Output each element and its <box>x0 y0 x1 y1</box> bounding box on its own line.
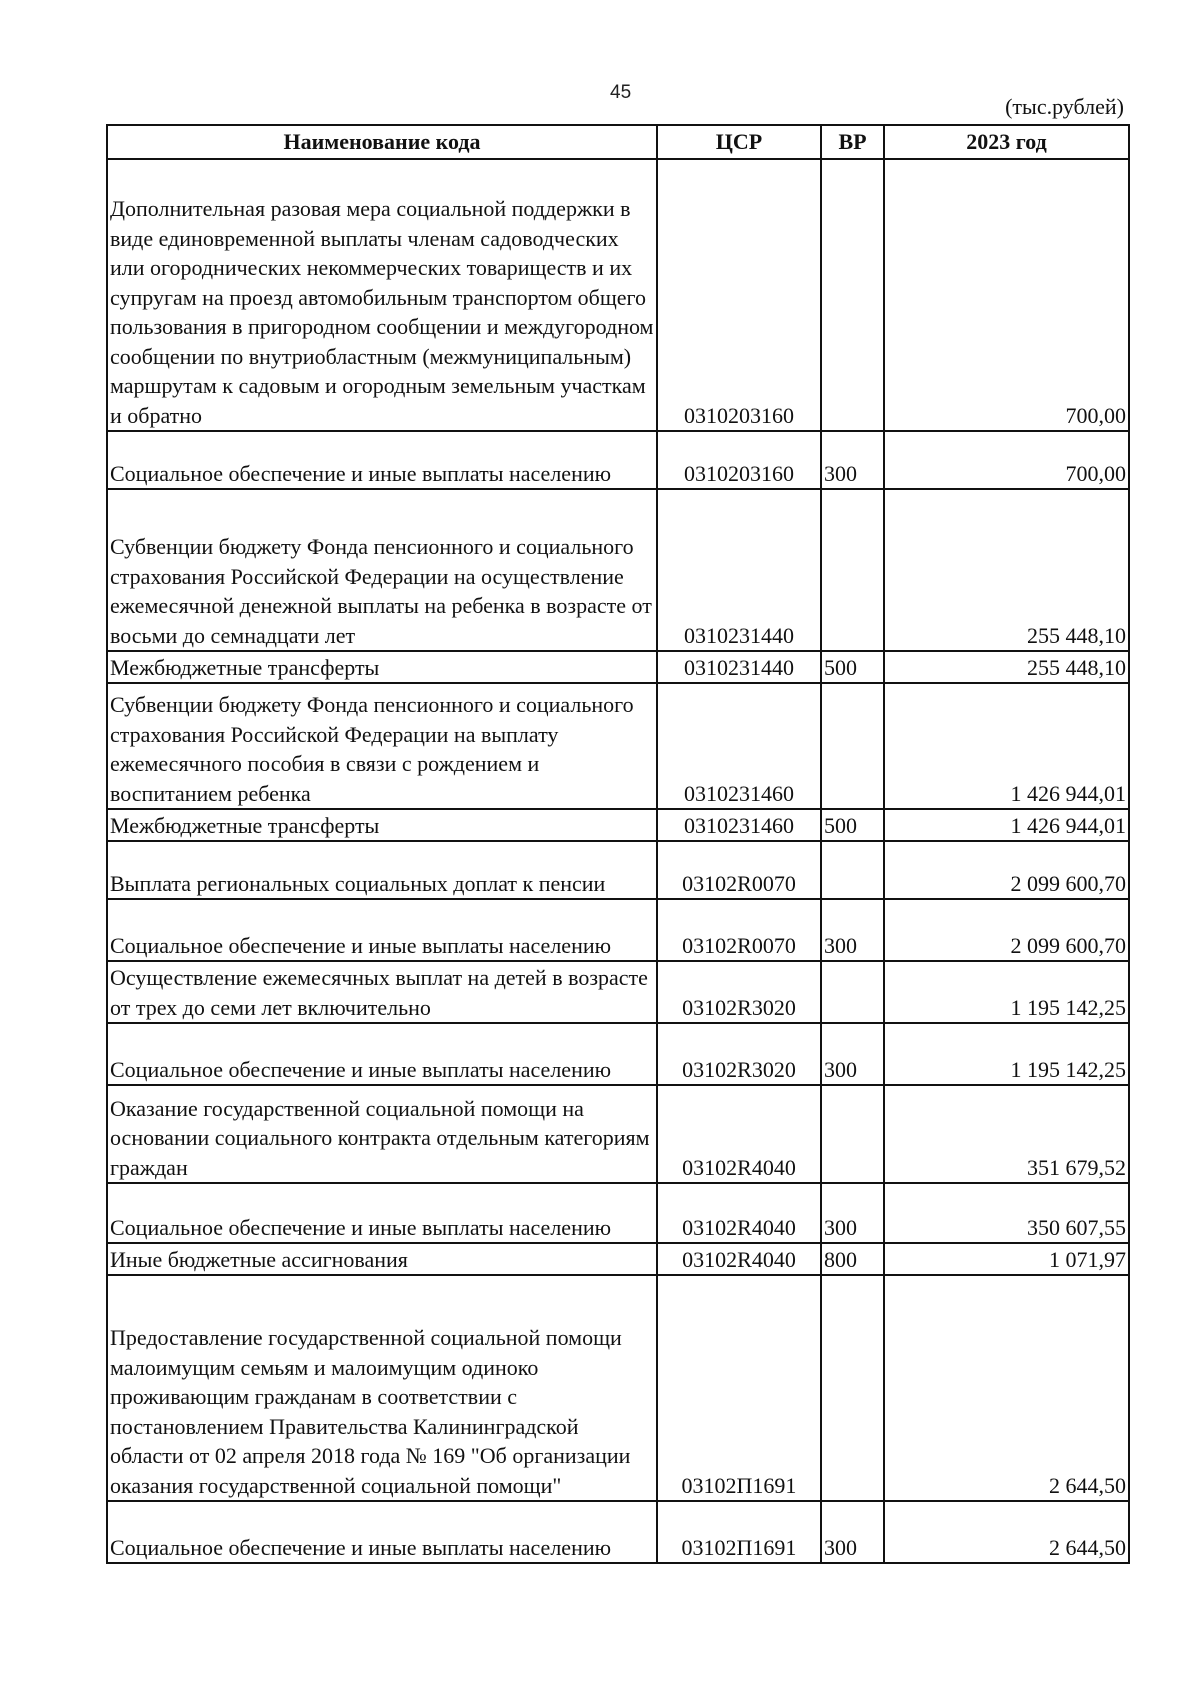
row-csr: 03102R3020 <box>657 961 821 1023</box>
header-csr: ЦСР <box>657 125 821 159</box>
row-vr: 300 <box>821 1183 884 1243</box>
row-vr <box>821 159 884 431</box>
row-sum: 2 099 600,70 <box>884 841 1129 899</box>
table-row <box>107 489 1129 651</box>
table-row <box>107 809 1129 841</box>
page-number: 45 <box>610 82 632 103</box>
table-row <box>107 1085 1129 1183</box>
table-row <box>107 651 1129 683</box>
row-vr: 300 <box>821 899 884 961</box>
row-vr <box>821 683 884 809</box>
row-sum: 1 195 142,25 <box>884 961 1129 1023</box>
row-csr: 03102R4040 <box>657 1085 821 1183</box>
row-sum: 350 607,55 <box>884 1183 1129 1243</box>
row-sum: 1 195 142,25 <box>884 1023 1129 1085</box>
row-name: Иные бюджетные ассигнования <box>107 1243 657 1275</box>
budget-table <box>106 124 1130 1564</box>
row-vr: 300 <box>821 431 884 489</box>
row-sum: 1 071,97 <box>884 1243 1129 1275</box>
row-csr: 0310203160 <box>657 159 821 431</box>
row-sum: 2 644,50 <box>884 1501 1129 1563</box>
table-header-row <box>107 125 1129 159</box>
row-sum: 2 099 600,70 <box>884 899 1129 961</box>
row-name: Предоставление государственной социальной помощи малоимущим семьям и малоимущим одиноко проживающим гражданам в соответствии с постановлением Правительства Калининградской области от 02 апреля 2018 года № 169 "Об организации оказания государственной социальной помощи" <box>107 1275 657 1501</box>
table-row <box>107 1243 1129 1275</box>
table-row <box>107 431 1129 489</box>
header-name: Наименование кода <box>107 125 657 159</box>
row-vr: 500 <box>821 651 884 683</box>
row-vr: 800 <box>821 1243 884 1275</box>
row-sum: 1 426 944,01 <box>884 683 1129 809</box>
row-csr: 03102П1691 <box>657 1501 821 1563</box>
units-label: (тыс.рублей) <box>1005 94 1124 119</box>
table-row <box>107 841 1129 899</box>
row-name: Субвенции бюджету Фонда пенсионного и социального страхования Российской Федерации на выплату ежемесячного пособия в связи с рождением и воспитанием ребенка <box>107 683 657 809</box>
table-row <box>107 1023 1129 1085</box>
table-row <box>107 1275 1129 1501</box>
row-csr: 0310231440 <box>657 489 821 651</box>
table-row <box>107 683 1129 809</box>
row-name: Дополнительная разовая мера социальной поддержки в виде единовременной выплаты членам садоводческих или огороднических некоммерческих товариществ и их супругам на проезд автомобильным транспортом общего пользования в пригородном сообщении и междугородном сообщении по внутриобластным (межмуниципальным) маршрутам к садовым и огородным земельным участкам и обратно <box>107 159 657 431</box>
row-sum: 255 448,10 <box>884 489 1129 651</box>
row-csr: 0310231460 <box>657 809 821 841</box>
row-csr: 03102П1691 <box>657 1275 821 1501</box>
row-csr: 03102R3020 <box>657 1023 821 1085</box>
row-sum: 351 679,52 <box>884 1085 1129 1183</box>
header-vr: ВР <box>821 125 884 159</box>
row-vr: 500 <box>821 809 884 841</box>
row-name: Социальное обеспечение и иные выплаты населению <box>107 899 657 961</box>
row-name: Осуществление ежемесячных выплат на детей в возрасте от трех до семи лет включительно <box>107 961 657 1023</box>
row-name: Социальное обеспечение и иные выплаты населению <box>107 1023 657 1085</box>
row-csr: 03102R4040 <box>657 1243 821 1275</box>
row-vr <box>821 489 884 651</box>
row-vr: 300 <box>821 1023 884 1085</box>
row-name: Социальное обеспечение и иные выплаты населению <box>107 431 657 489</box>
row-vr <box>821 1085 884 1183</box>
table-row <box>107 159 1129 431</box>
row-name: Социальное обеспечение и иные выплаты населению <box>107 1183 657 1243</box>
table-row <box>107 1501 1129 1563</box>
row-vr <box>821 841 884 899</box>
row-sum: 700,00 <box>884 431 1129 489</box>
table-row <box>107 1183 1129 1243</box>
row-csr: 03102R0070 <box>657 841 821 899</box>
row-name: Межбюджетные трансферты <box>107 651 657 683</box>
row-csr: 03102R4040 <box>657 1183 821 1243</box>
row-name: Выплата региональных социальных доплат к пенсии <box>107 841 657 899</box>
row-name: Социальное обеспечение и иные выплаты населению <box>107 1501 657 1563</box>
row-sum: 1 426 944,01 <box>884 809 1129 841</box>
row-vr: 300 <box>821 1501 884 1563</box>
row-vr <box>821 1275 884 1501</box>
row-csr: 0310231440 <box>657 651 821 683</box>
row-name: Межбюджетные трансферты <box>107 809 657 841</box>
row-csr: 0310203160 <box>657 431 821 489</box>
row-vr <box>821 961 884 1023</box>
row-sum: 700,00 <box>884 159 1129 431</box>
row-name: Оказание государственной социальной помощи на основании социального контракта отдельным категориям граждан <box>107 1085 657 1183</box>
row-sum: 2 644,50 <box>884 1275 1129 1501</box>
row-csr: 0310231460 <box>657 683 821 809</box>
header-sum: 2023 год <box>884 125 1129 159</box>
row-csr: 03102R0070 <box>657 899 821 961</box>
row-sum: 255 448,10 <box>884 651 1129 683</box>
table-row <box>107 899 1129 961</box>
table-row <box>107 961 1129 1023</box>
row-name: Субвенции бюджету Фонда пенсионного и социального страхования Российской Федерации на осуществление ежемесячной денежной выплаты на ребенка в возрасте от восьми до семнадцати лет <box>107 489 657 651</box>
